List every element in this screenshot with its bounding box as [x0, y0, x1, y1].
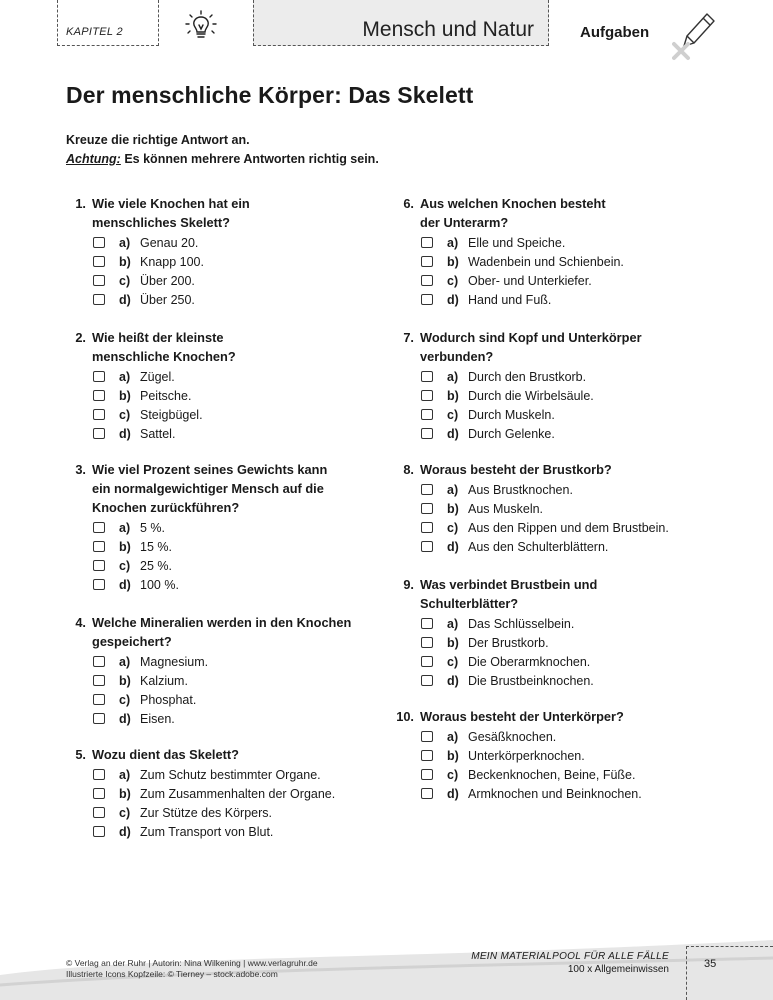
answer-text: Zum Zusammenhalten der Organe. — [140, 787, 336, 801]
answer-text: Steigbügel. — [140, 408, 203, 422]
question-line: Wie viel Prozent seines Gewichts kann — [92, 462, 328, 477]
answer-option[interactable] — [392, 785, 722, 804]
answer-option[interactable] — [392, 387, 722, 406]
checkbox-icon[interactable] — [93, 237, 105, 248]
checkbox-icon[interactable] — [421, 675, 433, 686]
answer-option[interactable] — [392, 291, 722, 310]
checkbox-icon[interactable] — [421, 503, 433, 514]
question-line: Aus welchen Knochen besteht — [420, 196, 606, 211]
answer-option[interactable] — [64, 291, 394, 310]
question-1 — [64, 194, 394, 310]
checkbox-icon[interactable] — [421, 484, 433, 495]
pencil-icon — [672, 8, 720, 64]
answer-letter: b) — [119, 255, 131, 269]
answer-option[interactable] — [64, 653, 394, 672]
question-line: Wie heißt der kleinste — [92, 330, 224, 345]
checkbox-icon[interactable] — [421, 731, 433, 742]
question-line: Woraus besteht der Brustkorb? — [420, 462, 612, 477]
answer-option[interactable] — [64, 234, 394, 253]
answer-text: Ober- und Unterkiefer. — [468, 274, 592, 288]
question-line: Schulterblätter? — [420, 596, 519, 611]
checkbox-icon[interactable] — [93, 713, 105, 724]
answer-text: Armknochen und Beinknochen. — [468, 787, 642, 801]
answer-letter: b) — [447, 502, 459, 516]
answer-option[interactable] — [392, 253, 722, 272]
question-number: 5. — [75, 747, 86, 762]
answer-option[interactable] — [64, 766, 394, 785]
question-6 — [392, 194, 722, 310]
answer-letter: c) — [119, 559, 131, 573]
checkbox-icon[interactable] — [93, 579, 105, 590]
answer-letter: a) — [119, 370, 131, 384]
answer-letter: c) — [119, 408, 131, 422]
answer-option[interactable] — [392, 538, 722, 557]
question-number: 7. — [403, 330, 414, 345]
answer-option[interactable] — [64, 519, 394, 538]
question-line: Welche Mineralien werden in den Knochen — [92, 615, 352, 630]
answer-letter: a) — [447, 730, 459, 744]
checkbox-icon[interactable] — [93, 256, 105, 267]
checkbox-icon[interactable] — [421, 390, 433, 401]
answer-option[interactable] — [392, 425, 722, 444]
answer-letter: c) — [119, 693, 131, 707]
answer-letter: b) — [119, 674, 131, 688]
question-number: 6. — [403, 196, 414, 211]
checkbox-icon[interactable] — [421, 237, 433, 248]
answer-letter: d) — [447, 787, 459, 801]
answer-option[interactable] — [392, 728, 722, 747]
answer-option[interactable] — [64, 538, 394, 557]
answer-text: 5 %. — [140, 521, 166, 535]
question-text — [64, 613, 394, 651]
checkbox-icon[interactable] — [93, 694, 105, 705]
answer-option[interactable] — [64, 804, 394, 823]
question-number: 2. — [75, 330, 86, 345]
answer-letter: a) — [119, 655, 131, 669]
answer-option[interactable] — [392, 653, 722, 672]
question-line: menschliche Knochen? — [92, 349, 236, 364]
answer-text: Das Schlüsselbein. — [468, 617, 575, 631]
answer-text: Aus Muskeln. — [468, 502, 544, 516]
answer-letter: d) — [119, 293, 131, 307]
book-title: 100 x Allgemeinwissen — [567, 964, 669, 975]
instruction-line-1: Kreuze die richtige Antwort an. — [66, 133, 250, 147]
section-title: Mensch und Natur — [362, 18, 534, 41]
answer-option[interactable] — [392, 234, 722, 253]
checkbox-icon[interactable] — [421, 618, 433, 629]
question-text — [64, 194, 394, 232]
answer-option[interactable] — [392, 519, 722, 538]
answer-letter: d) — [447, 674, 459, 688]
answer-option[interactable] — [64, 368, 394, 387]
instruction-note: Es können mehrere Antworten richtig sein. — [124, 152, 379, 166]
answer-text: Wadenbein und Schienbein. — [468, 255, 624, 269]
question-text — [392, 194, 722, 232]
answer-option[interactable] — [392, 634, 722, 653]
answer-option[interactable] — [64, 710, 394, 729]
question-2 — [64, 328, 394, 444]
answer-option[interactable] — [392, 481, 722, 500]
checkbox-icon[interactable] — [421, 788, 433, 799]
answer-text: Sattel. — [140, 427, 176, 441]
answer-option[interactable] — [392, 747, 722, 766]
checkbox-icon[interactable] — [93, 675, 105, 686]
question-4 — [64, 613, 394, 729]
answer-text: Phosphat. — [140, 693, 197, 707]
answer-option[interactable] — [64, 425, 394, 444]
answer-option[interactable] — [64, 672, 394, 691]
checkbox-icon[interactable] — [421, 637, 433, 648]
answer-option[interactable] — [64, 785, 394, 804]
checkbox-icon[interactable] — [93, 275, 105, 286]
question-5 — [64, 745, 394, 842]
answer-letter: a) — [447, 483, 459, 497]
checkbox-icon[interactable] — [93, 656, 105, 667]
answer-option[interactable] — [64, 253, 394, 272]
answer-option[interactable] — [64, 823, 394, 842]
checkbox-icon[interactable] — [93, 769, 105, 780]
answer-text: Durch die Wirbelsäule. — [468, 389, 594, 403]
checkbox-icon[interactable] — [93, 371, 105, 382]
answer-text: Aus den Rippen und dem Brustbein. — [468, 521, 669, 535]
question-line: menschliches Skelett? — [92, 215, 230, 230]
answer-option[interactable] — [64, 406, 394, 425]
question-line: ein normalgewichtiger Mensch auf die — [92, 481, 324, 496]
question-line: Was verbindet Brustbein und — [420, 577, 598, 592]
question-3 — [64, 460, 394, 595]
page-number-box — [686, 946, 773, 1000]
footer-credits — [66, 958, 318, 980]
answer-option[interactable] — [392, 272, 722, 291]
answer-letter: b) — [447, 636, 459, 650]
checkbox-icon[interactable] — [93, 807, 105, 818]
answer-option[interactable] — [392, 406, 722, 425]
answer-letter: c) — [447, 768, 459, 782]
answer-text: 25 %. — [140, 559, 172, 573]
question-line: Wie viele Knochen hat ein — [92, 196, 250, 211]
answer-letter: b) — [447, 255, 459, 269]
answer-text: 100 %. — [140, 578, 179, 592]
question-number: 10. — [396, 709, 414, 724]
answer-letter: d) — [447, 427, 459, 441]
answer-text: Elle und Speiche. — [468, 236, 566, 250]
checkbox-icon[interactable] — [421, 409, 433, 420]
answer-text: Die Brustbeinknochen. — [468, 674, 594, 688]
answer-option[interactable] — [64, 272, 394, 291]
answer-letter: c) — [447, 408, 459, 422]
checkbox-icon[interactable] — [93, 560, 105, 571]
checkbox-icon[interactable] — [421, 256, 433, 267]
checkbox-icon[interactable] — [421, 541, 433, 552]
answer-letter: d) — [119, 712, 131, 726]
answer-text: Die Oberarmknochen. — [468, 655, 591, 669]
question-9 — [392, 575, 722, 691]
checkbox-icon[interactable] — [421, 522, 433, 533]
question-number: 9. — [403, 577, 414, 592]
checkbox-icon[interactable] — [421, 275, 433, 286]
page-title: Der menschliche Körper: Das Skelett — [66, 82, 474, 108]
answer-text: 15 %. — [140, 540, 172, 554]
question-line: Woraus besteht der Unterkörper? — [420, 709, 624, 724]
checkbox-icon[interactable] — [93, 541, 105, 552]
answer-option[interactable] — [392, 500, 722, 519]
answer-text: Knapp 100. — [140, 255, 204, 269]
answer-text: Magnesium. — [140, 655, 209, 669]
footer-icon-credit: Illustrierte Icons Kopfzeile: © Tierney – stock.adobe.com — [66, 969, 278, 979]
answer-letter: c) — [447, 274, 459, 288]
answer-text: Aus Brustknochen. — [468, 483, 573, 497]
answer-option[interactable] — [392, 615, 722, 634]
answer-text: Hand und Fuß. — [468, 293, 552, 307]
answer-letter: b) — [447, 389, 459, 403]
answer-letter: a) — [447, 236, 459, 250]
checkbox-icon[interactable] — [93, 390, 105, 401]
checkbox-icon[interactable] — [93, 294, 105, 305]
answer-letter: b) — [447, 749, 459, 763]
question-line: der Unterarm? — [420, 215, 509, 230]
chapter-label: KAPITEL 2 — [66, 26, 123, 38]
question-number: 1. — [75, 196, 86, 211]
checkbox-icon[interactable] — [93, 522, 105, 533]
section-title-box — [253, 0, 549, 46]
checkbox-icon[interactable] — [421, 428, 433, 439]
answer-text: Zum Schutz bestimmter Organe. — [140, 768, 321, 782]
question-line: verbunden? — [420, 349, 494, 364]
answer-text: Kalzium. — [140, 674, 188, 688]
answer-letter: c) — [119, 274, 131, 288]
answer-letter: a) — [119, 768, 131, 782]
question-text — [64, 328, 394, 366]
question-text — [392, 460, 722, 479]
checkbox-icon[interactable] — [421, 371, 433, 382]
checkbox-icon[interactable] — [93, 788, 105, 799]
answer-option[interactable] — [392, 368, 722, 387]
answer-text: Zum Transport von Blut. — [140, 825, 274, 839]
answer-text: Durch Muskeln. — [468, 408, 555, 422]
checkbox-icon[interactable] — [421, 294, 433, 305]
answer-option[interactable] — [64, 576, 394, 595]
answer-text: Eisen. — [140, 712, 175, 726]
question-10 — [392, 707, 722, 804]
answer-text: Genau 20. — [140, 236, 199, 250]
question-line: Knochen zurückführen? — [92, 500, 240, 515]
checkbox-icon[interactable] — [421, 769, 433, 780]
answer-text: Peitsche. — [140, 389, 192, 403]
question-number: 8. — [403, 462, 414, 477]
answer-text: Zügel. — [140, 370, 175, 384]
question-number: 4. — [75, 615, 86, 630]
answer-letter: a) — [447, 617, 459, 631]
lightbulb-icon — [183, 10, 219, 42]
series-name: MEIN MATERIALPOOL FÜR ALLE FÄLLE — [471, 951, 669, 962]
answer-letter: b) — [119, 540, 131, 554]
answer-letter: a) — [119, 236, 131, 250]
answer-letter: a) — [447, 370, 459, 384]
chapter-label-box — [57, 0, 159, 46]
answer-letter: b) — [119, 787, 131, 801]
question-line: Wozu dient das Skelett? — [92, 747, 239, 762]
question-text — [392, 707, 722, 726]
checkbox-icon[interactable] — [93, 826, 105, 837]
footer-copyright: © Verlag an der Ruhr | Autorin: Nina Wilkening | www.verlagruhr.de — [66, 958, 318, 968]
answer-text: Der Brustkorb. — [468, 636, 549, 650]
answer-letter: d) — [119, 427, 131, 441]
answer-text: Durch den Brustkorb. — [468, 370, 587, 384]
answer-letter: a) — [119, 521, 131, 535]
answer-option[interactable] — [64, 387, 394, 406]
answer-text: Zur Stütze des Körpers. — [140, 806, 273, 820]
answer-text: Beckenknochen, Beine, Füße. — [468, 768, 636, 782]
answer-text: Über 200. — [140, 274, 195, 288]
answer-letter: d) — [119, 578, 131, 592]
question-text — [64, 460, 394, 517]
answer-text: Aus den Schulterblättern. — [468, 540, 609, 554]
answer-text: Gesäßknochen. — [468, 730, 557, 744]
answer-option[interactable] — [392, 766, 722, 785]
answer-text: Durch Gelenke. — [468, 427, 555, 441]
answer-letter: d) — [447, 540, 459, 554]
checkbox-icon[interactable] — [421, 750, 433, 761]
answer-letter: c) — [447, 521, 459, 535]
question-line: gespeichert? — [92, 634, 172, 649]
footer-series — [471, 950, 669, 976]
question-8 — [392, 460, 722, 557]
answer-letter: d) — [447, 293, 459, 307]
achtung-label: Achtung: — [66, 152, 121, 166]
question-7 — [392, 328, 722, 444]
answer-letter: d) — [119, 825, 131, 839]
answer-option[interactable] — [392, 672, 722, 691]
checkbox-icon[interactable] — [93, 409, 105, 420]
checkbox-icon[interactable] — [93, 428, 105, 439]
checkbox-icon[interactable] — [421, 656, 433, 667]
question-line: Wodurch sind Kopf und Unterkörper — [420, 330, 642, 345]
question-text — [392, 328, 722, 366]
page-number: 35 — [704, 958, 717, 970]
answer-option[interactable] — [64, 691, 394, 710]
answer-letter: c) — [447, 655, 459, 669]
answer-option[interactable] — [64, 557, 394, 576]
question-text — [64, 745, 394, 764]
answer-text: Unterkörperknochen. — [468, 749, 585, 763]
question-number: 3. — [75, 462, 86, 477]
answer-text: Über 250. — [140, 293, 195, 307]
answer-letter: b) — [119, 389, 131, 403]
instruction-line-2 — [66, 152, 379, 166]
answer-letter: c) — [119, 806, 131, 820]
worksheet-type-label: Aufgaben — [580, 24, 650, 41]
question-text — [392, 575, 722, 613]
